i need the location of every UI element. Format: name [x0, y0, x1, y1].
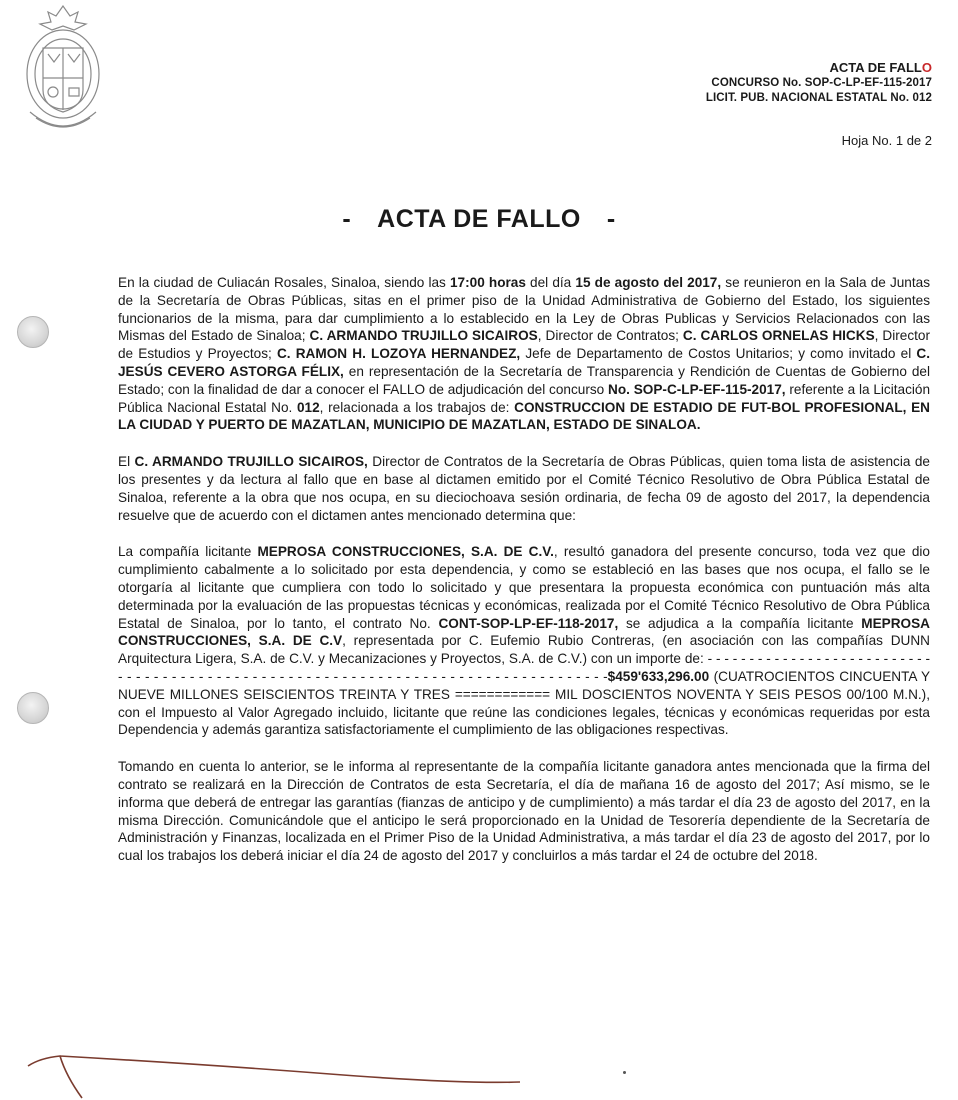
document-type: ACTA DE FALLO	[829, 60, 932, 75]
title-text: ACTA DE FALLO	[377, 205, 581, 233]
signature-stroke	[0, 1040, 560, 1100]
document-title	[0, 205, 958, 234]
paragraph-award: La compañía licitante MEPROSA CONSTRUCCIONES, S.A. DE C.V., resultó ganadora del presente concurso, toda vez que dio cumplimiento cabalmente a lo solicitado por esta dependencia, y como se estableció en las bases que nos ocupa, el fallo se le otorgaría al licitante que cumpliera con todo lo solicitado y que presentara la propuesta económica con puntuación más alta determinada por la evaluación de las propuestas técnicas y económicas, realizada por el Comité Técnico Resolutivo de Obra Pública Estatal de Sinaloa, por lo tanto, el contrato No. CONT-SOP-LP-EF-118-2017, se adjudica a la compañía licitante MEPROSA CONSTRUCCIONES, S.A. DE C.V, representada por C. Eufemio Rubio Contreras, (en asociación con las compañías DUNN Arquitectura Ligera, S.A. de C.V. y Mecanizaciones y Proyectos, S.A. de C.V.) con un importe de: - - - - - - - - - - - - - - - - - - - - - - - - - - - - - - - - - - - - - - - - - - - - - - - - - - - - - - - - - - - - - - - - - - - - - - - - - - - - - - - - - -$459'633,296.00 (CUATROCIENTOS CINCUENTA Y NUEVE MILLONES SEISCIENTOS TREINTA Y TRES ============ MIL DOSCIENTOS NOVENTA Y SEIS PESOS 00/100 M.N.), con el Impuesto al Valor Agregado incluido, licitante que reúne las condiciones legales, técnicas y económicas requeridas por esta Dependencia y además garantiza satisfactoriamente el cumplimiento de las obligaciones respectivas.	[118, 544, 931, 738]
award-amount: $459'633,296.00	[607, 668, 710, 684]
document-header	[706, 60, 932, 106]
licitacion-number: LICIT. PUB. NACIONAL ESTATAL No. 012	[705, 92, 932, 104]
title-dash-left: -	[342, 205, 352, 233]
page-number: Hoja No. 1 de 2	[841, 133, 932, 148]
state-seal-logo	[20, 2, 106, 140]
title-dash-right: -	[606, 205, 616, 233]
punch-hole	[17, 316, 49, 348]
paragraph-director: El C. ARMANDO TRUJILLO SICAIROS, Director de Contratos de la Secretaría de Obras Públicas, quien toma lista de asistencia de los presentes y da lectura al fallo que en base al dictamen emitido por el Comité Técnico Resolutivo de Obra Pública Estatal de Sinaloa, referente a la obra que nos ocupa, en su dieciochoava sesión ordinaria, de fecha 09 de agosto del 2017, la dependencia resuelve que de acuerdo con el dictamen antes mencionado determina que:	[118, 454, 930, 523]
punch-hole	[17, 692, 49, 724]
document-body	[118, 274, 930, 884]
concurso-number: CONCURSO No. SOP-C-LP-EF-115-2017	[711, 77, 932, 89]
paragraph-contract-signing: Tomando en cuenta lo anterior, se le informa al representante de la compañía licitante ganadora antes mencionada que la firma del contrato se realizará en la Dirección de Contratos de esta Secretaría, el día de mañana 16 de agosto del 2017; Así mismo, se le informa que deberá de entregar las garantías (fianzas de anticipo y de cumplimiento) a más tardar el día 23 de agosto del 2017, en la misma Dirección. Comunicándole que el anticipo le será proporcionado en la Unidad de Tesorería dependiente de la Secretaría de Administración y Finanzas, localizada en el Primer Piso de la Unidad Administrativa, a más tardar el día 23 de agosto del 2017, por lo cual los trabajos los deberá iniciar el día 24 de agosto del 2017 y concluirlos a más tardar el 24 de octubre del 2018.	[118, 759, 930, 864]
paragraph-meeting: En la ciudad de Culiacán Rosales, Sinaloa, siendo las 17:00 horas del día 15 de agosto del 2017, se reunieron en la Sala de Juntas de la Secretaría de Obras Públicas, sitas en el primer piso de la Unidad Administrativa de Gobierno del Estado, los siguientes funcionarios de la misma, para dar cumplimiento a lo establecido en la Ley de Obras Publicas y Servicios Relacionados con las Mismas del Estado de Sinaloa; C. ARMANDO TRUJILLO SICAIROS, Director de Contratos; C. CARLOS ORNELAS HICKS, Director de Estudios y Proyectos; C. RAMON H. LOZOYA HERNANDEZ, Jefe de Departamento de Costos Unitarios; y como invitado el C. JESÚS CEVERO ASTORGA FÉLIX, en representación de la Secretaría de Transparencia y Rendición de Cuentas de Gobierno del Estado; con la finalidad de dar a conocer el FALLO de adjudicación del concurso No. SOP-C-LP-EF-115-2017, referente a la Licitación Pública Nacional Estatal No. 012, relacionada a los trabajos de: CONSTRUCCION DE ESTADIO DE FUT-BOL PROFESIONAL, EN LA CIUDAD Y PUERTO DE MAZATLAN, MUNICIPIO DE MAZATLAN, ESTADO DE SINALOA.	[118, 275, 931, 433]
scan-speck	[623, 1071, 626, 1074]
